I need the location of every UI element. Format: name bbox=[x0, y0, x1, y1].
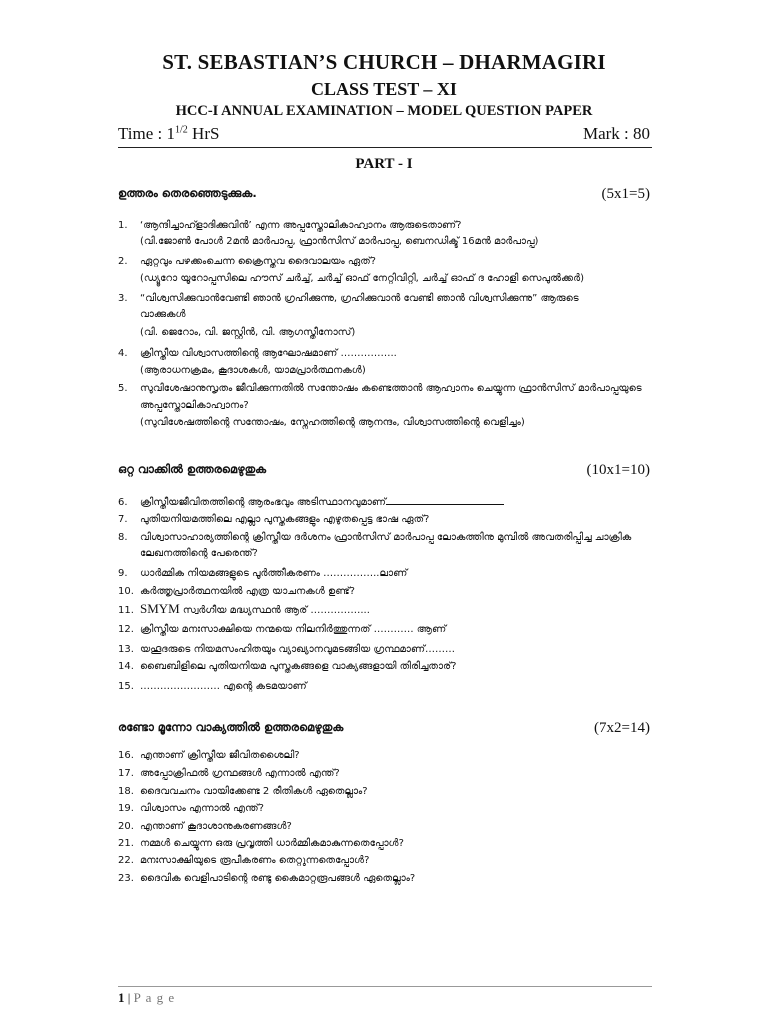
question-10 bbox=[118, 584, 650, 599]
section-3-label: രണ്ടോ മൂന്നോ വാക്യത്തിൽ ഉത്തരമെഴുതുക bbox=[118, 720, 344, 734]
page-number: 1 bbox=[118, 990, 125, 1005]
question-number: 11. bbox=[118, 605, 134, 616]
question-text: അപ്പോക്രിഫൽ ഗ്രന്ഥങ്ങൾ എന്നാൽ എന്ത്? bbox=[140, 768, 340, 779]
question-1-options: (വി.ജോൺ പോൾ 2മൻ മാർപാപ്പ, ഫ്രാൻസിസ് മാർപാപ്പ, ബെനഡിക്ട് 16മൻ മാർപാപ്പ) bbox=[140, 236, 539, 247]
question-number: 22. bbox=[118, 855, 134, 866]
question-15 bbox=[118, 679, 650, 694]
question-text: സുവിശേഷാനുസൃതം ജീവിക്കുന്നതിൽ സന്തോഷം കണ്ടെത്താൻ ആഹ്വാനം ചെയ്യുന്ന ഫ്രാൻസിസ് മാർപാപ്പയുടെ bbox=[140, 383, 642, 394]
question-3-continued: വാക്കുകൾ bbox=[140, 309, 186, 320]
question-22 bbox=[118, 853, 650, 868]
question-text: ക്രിസ്തീയ മനഃസാക്ഷിയെ നന്മയെ നിലനിർത്തുന്നത് ………… ആണ് bbox=[140, 624, 447, 635]
question-20 bbox=[118, 819, 650, 834]
question-number: 14. bbox=[118, 661, 134, 672]
page-footer bbox=[118, 990, 175, 1006]
exam-name-heading: HCC-I ANNUAL EXAMINATION – MODEL QUESTION PAPER bbox=[175, 103, 593, 119]
question-text: പുതിയനിയമത്തിലെ എല്ലാ പുസ്തകങ്ങളും എഴുതപ്പെട്ട ഭാഷ ഏത്? bbox=[140, 514, 430, 525]
question-number: 5. bbox=[118, 383, 128, 394]
question-23 bbox=[118, 871, 650, 886]
question-number: 17. bbox=[118, 768, 134, 779]
question-11 bbox=[118, 601, 650, 618]
question-text: “വിശ്വസിക്കുവാൻവേണ്ടി ഞാൻ ഗ്രഹിക്കുന്നു, ഗ്രഹിക്കുവാൻ വേണ്ടി ഞാൻ വിശ്വസിക്കുന്നു” ആരുടെ bbox=[140, 293, 579, 304]
section-1-marks: (5x1=5) bbox=[601, 186, 650, 202]
question-number: 8. bbox=[118, 532, 128, 543]
question-14 bbox=[118, 659, 650, 674]
question-text: ദൈവിക വെളിപാടിന്റെ രണ്ടു കൈമാറ്റരൂപങ്ങൾ ഏതെല്ലാം? bbox=[140, 873, 416, 884]
question-2-options: (ഡ്യൂറോ യൂറോപ്പസിലെ ഹൗസ് ചർച്ച്, ചർച്ച് ഓഫ് നേറ്റിവിറ്റി, ചർച്ച് ഓഫ് ദ ഹോളി സെപുൽക്കർ) bbox=[140, 273, 584, 284]
question-text: മനഃസാക്ഷിയുടെ രൂപീകരണം തെറ്റുന്നതെപ്പോൾ? bbox=[140, 855, 370, 866]
question-text: ക്രിസ്തീയ വിശ്വാസത്തിന്റെ ആഘോഷമാണ് …………….. bbox=[140, 348, 397, 359]
question-17 bbox=[118, 766, 650, 781]
question-number: 16. bbox=[118, 750, 134, 761]
question-text: ‘ആന്ദിച്ചാഹ്ളാദിക്കുവിൻ’ എന്ന അപ്പസ്തോലികാഹ്വാനം ആരുടെതാണ്? bbox=[140, 220, 462, 231]
section-3-marks: (7x2=14) bbox=[594, 720, 650, 736]
question-1 bbox=[118, 218, 650, 233]
question-number: 20. bbox=[118, 821, 134, 832]
time-mark-row bbox=[118, 124, 650, 146]
document-title: ST. SEBASTIAN’S CHURCH – DHARMAGIRI bbox=[162, 50, 606, 74]
question-number: 1. bbox=[118, 220, 128, 231]
section-2-label: ഒറ്റ വാക്കിൽ ഉത്തരമെഴുതുക bbox=[118, 462, 267, 476]
question-9 bbox=[118, 566, 650, 581]
time-allowed bbox=[118, 124, 219, 144]
question-number: 12. bbox=[118, 624, 134, 635]
question-text: വിശ്വാസം എന്നാൽ എന്ത്? bbox=[140, 803, 264, 814]
question-number: 18. bbox=[118, 786, 134, 797]
footer-rule bbox=[118, 986, 652, 987]
question-text: ദൈവവചനം വായിക്കേണ്ട 2 രീതികൾ ഏതെല്ലാം? bbox=[140, 786, 368, 797]
question-5 bbox=[118, 381, 650, 396]
question-text: നമ്മൾ ചെയ്യുന്ന ഒരു പ്രവൃത്തി ധാർമ്മികമാകുന്നതെപ്പോൾ? bbox=[140, 838, 404, 849]
question-number: 2. bbox=[118, 256, 128, 267]
question-number: 7. bbox=[118, 514, 128, 525]
footer-separator: | bbox=[124, 990, 134, 1005]
question-2 bbox=[118, 254, 650, 269]
total-marks: Mark : 80 bbox=[582, 124, 650, 143]
section-2-marks: (10x1=10) bbox=[586, 462, 650, 478]
question-text: വിശ്വാസാഹാര്യത്തിന്റെ ക്രിസ്തീയ ദർശനം ഫ്രാൻസിസ് മാർപാപ്പ ലോകത്തിനു മുമ്പിൽ അവതരിപ്പിച്ച ചാക്രിക bbox=[140, 532, 632, 543]
question-text: കർത്തൃപ്രാർത്ഥനയിൽ എത്ര യാചനകൾ ഉണ്ട്? bbox=[140, 586, 355, 597]
question-text: ക്രിസ്തീയജീവിതത്തിന്റെ ആരംഭവും അടിസ്ഥാനവുമാണ് bbox=[140, 497, 386, 508]
section-2-header bbox=[118, 462, 650, 482]
question-3-options: (വി. ജെറോം, വി. ജസ്റ്റിൻ, വി. ആഗസ്തീനോസ്) bbox=[140, 327, 356, 338]
part-heading: PART - I bbox=[355, 156, 413, 172]
question-4-options: (ആരാധനക്രമം, കൂദാശകൾ, യാമപ്രാർത്ഥനകൾ) bbox=[140, 365, 366, 376]
question-number: 21. bbox=[118, 838, 134, 849]
organisation-acronym: SMYM bbox=[140, 601, 180, 616]
time-unit: HrS bbox=[187, 124, 220, 143]
question-12 bbox=[118, 622, 650, 637]
answer-blank bbox=[386, 494, 504, 505]
question-8-continued: ലേഖനത്തിന്റെ പേരെന്ത്? bbox=[140, 548, 258, 559]
class-test-heading: CLASS TEST – XI bbox=[311, 79, 457, 99]
section-1-header bbox=[118, 186, 650, 206]
question-number: 4. bbox=[118, 348, 128, 359]
question-3 bbox=[118, 291, 650, 306]
question-4 bbox=[118, 346, 650, 361]
question-text: …………………… എന്റെ കടമയാണ് bbox=[140, 681, 307, 692]
section-3-header bbox=[118, 720, 650, 740]
question-number: 15. bbox=[118, 681, 134, 692]
question-text: എന്താണ് കൂദാശാനുകരണങ്ങൾ? bbox=[140, 821, 292, 832]
header-rule bbox=[118, 147, 652, 148]
question-number: 6. bbox=[118, 497, 128, 508]
question-number: 9. bbox=[118, 568, 128, 579]
question-text: ബൈബിളിലെ പുതിയനിയമ പുസ്തകങ്ങളെ വാക്യങ്ങളായി തിരിച്ചതാര്? bbox=[140, 661, 457, 672]
question-number: 3. bbox=[118, 293, 128, 304]
question-number: 10. bbox=[118, 586, 134, 597]
question-7 bbox=[118, 512, 650, 527]
question-number: 19. bbox=[118, 803, 134, 814]
question-19 bbox=[118, 801, 650, 816]
question-16 bbox=[118, 748, 650, 763]
time-fraction: 1/2 bbox=[175, 124, 188, 136]
question-text: സ്വർഗീയ മദ്ധ്യസ്ഥൻ ആര് ……………... bbox=[179, 605, 370, 616]
question-number: 23. bbox=[118, 873, 134, 884]
question-13 bbox=[118, 642, 650, 657]
question-21 bbox=[118, 836, 650, 851]
question-text: ഏറ്റവും പഴക്കംചെന്ന ക്രൈസ്തവ ദൈവാലയം ഏത്? bbox=[140, 256, 376, 267]
page-word: P a g e bbox=[133, 990, 176, 1005]
question-18 bbox=[118, 784, 650, 799]
question-text: എന്താണ് ക്രിസ്തീയ ജീവിതശൈലി? bbox=[140, 750, 300, 761]
question-number: 13. bbox=[118, 644, 134, 655]
time-prefix: Time : 1 bbox=[118, 124, 176, 143]
question-text: ധാർമ്മിക നിയമങ്ങളുടെ പൂർത്തീകരണം ……………..ലാണ് bbox=[140, 568, 408, 579]
question-5-options: (സുവിശേഷത്തിന്റെ സന്തോഷം, സ്നേഹത്തിന്റെ ആനന്ദം, വിശ്വാസത്തിന്റെ വെളിച്ചം) bbox=[140, 417, 525, 428]
question-5-continued: അപ്പസ്തോലികാഹ്വാനം? bbox=[140, 400, 249, 411]
question-8 bbox=[118, 530, 650, 545]
section-1-label: ഉത്തരം തെരഞ്ഞെടുക്കുക. bbox=[118, 186, 257, 200]
question-6 bbox=[118, 494, 650, 510]
question-text: യഹൂദരുടെ നിയമസംഹിതയും വ്യാഖ്യാനവുമടങ്ങിയ ഗ്രന്ഥമാണ്……… bbox=[140, 644, 455, 655]
